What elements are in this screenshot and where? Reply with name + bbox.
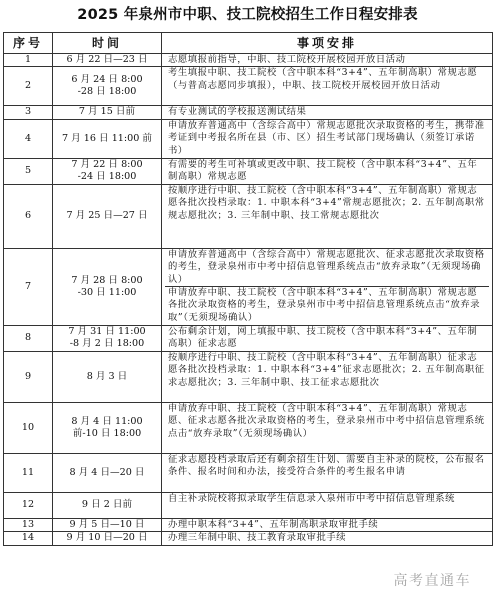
row-item-text: 按顺序进行中职、技工院校（含中职本科“3+4”、五年制高职）征求志愿各批次投档录取：1. 中职本科“3+4”征求志愿批次；2. 五年制高职征求志愿批次；3. 三年制中职、技工征求志愿批次 xyxy=(168,351,485,388)
row-num: 5 xyxy=(4,158,53,184)
row-num: 12 xyxy=(4,492,53,518)
row-item-text: 有需要的考生可补填或更改中职、技工院校（含中职本科“3+4”、五年制高职）常规志愿 xyxy=(168,158,478,183)
row-item-text: 考生填报中职、技工院校（含中职本科“3+4”、五年制高职）常规志愿（与普高志愿同步填报），中职、技工院校开展校园开放日活动 xyxy=(168,67,478,91)
row-items xyxy=(162,248,493,325)
row-item-text: 办理中职本科“3+4”、五年制高职录取审批手续 xyxy=(168,518,379,530)
row-time: 9 月 10 日—20 日 xyxy=(53,532,162,545)
row-num: 1 xyxy=(4,54,53,67)
row-time: 6 月 24 日 8:00 -28 日 18:00 xyxy=(53,67,162,106)
row-num: 10 xyxy=(4,402,53,453)
row-num: 11 xyxy=(4,453,53,492)
row-items xyxy=(162,54,493,67)
table-header-row xyxy=(4,33,493,54)
row-items xyxy=(162,402,493,453)
row-time: 7 月 28 日 8:00 -30 日 11:00 xyxy=(53,248,162,325)
row-num: 8 xyxy=(4,325,53,351)
row-num: 14 xyxy=(4,532,53,545)
row-time: 7 月 31 日 11:00 -8 月 2 日 18:00 xyxy=(53,325,162,351)
table-row xyxy=(4,402,493,453)
row-items xyxy=(162,453,493,492)
row-time: 9 日 2 日前 xyxy=(53,492,162,518)
row-item-text: 有专业测试的学校报送测试结果 xyxy=(168,106,307,118)
row-time: 7 月 25 日—27 日 xyxy=(53,184,162,248)
table-row xyxy=(4,325,493,351)
row-num: 13 xyxy=(4,518,53,531)
row-time: 7 月 15 日前 xyxy=(53,106,162,119)
row-item-text: 公布剩余计划，网上填报中职、技工院校（含中职本科“3+4”、五年制高职）征求志愿 xyxy=(168,325,478,350)
table-row xyxy=(4,158,493,184)
table-row xyxy=(4,67,493,106)
row-time: 8 月 4 日 11:00 前-10 日 18:00 xyxy=(53,402,162,453)
row-item-text: 志愿填报前指导，中职、技工院校开展校园开放日活动 xyxy=(168,54,406,65)
table-row xyxy=(4,119,493,158)
row-items xyxy=(162,492,493,518)
header-num: 序号 xyxy=(4,33,53,54)
row-items xyxy=(162,158,493,184)
page-title: 2025 年泉州市中职、技工院校招生工作日程安排表 xyxy=(77,7,418,23)
schedule-table xyxy=(3,32,493,546)
table-row xyxy=(4,351,493,402)
row-item-text: 申请放弃中职、技工院校（含中职本科“3+4”、五年制高职）常规志愿、征求志愿各批次录取资格的考生，登录泉州市中考中招信息管理系统点击“放弃录取”（无须现场确认） xyxy=(168,402,485,439)
header-time: 时间 xyxy=(53,33,162,54)
row-items xyxy=(162,351,493,402)
row-time: 8 月 3 日 xyxy=(53,351,162,402)
row-items xyxy=(162,518,493,531)
row-item-text: 按顺序进行中职、技工院校（含中职本科“3+4”、五年制高职）常规志愿各批次投档录取：1. 中职本科“3+4”常规志愿批次；2. 五年制高职常规志愿批次；3. 三年制中职、技工常规志愿批次 xyxy=(168,184,485,221)
row-item-text: 申请放弃普通高中（含综合高中）常规志愿批次、征求志愿批次录取资格的考生，登录泉州市中考中招信息管理系统点击“放弃录取”（无须现场确认） xyxy=(168,248,485,285)
row-time: 6 月 22 日—23 日 xyxy=(53,54,162,67)
row-num: 7 xyxy=(4,248,53,325)
row-item-text: 申请放弃普通高中（含综合高中）常规志愿批次录取资格的考生，携带准考证到中考报名所在县（市、区）招生考试部门现场确认（须签订承诺书） xyxy=(168,119,485,156)
row-item-text: 申请放弃中职、技工院校（含中职本科“3+4”、五年制高职）常规志愿各批次录取资格的考生，登录泉州市中考中招信息管理系统点击“放弃录取”（无须现场确认） xyxy=(165,286,489,324)
row-time: 9 月 5 日—10 日 xyxy=(53,518,162,531)
row-time: 7 月 16 日 11:00 前 xyxy=(53,119,162,158)
row-items xyxy=(162,119,493,158)
row-num: 9 xyxy=(4,351,53,402)
row-item-text: 征求志愿投档录取后还有剩余招生计划、需要自主补录的院校，公布报名条件、报名时间和办法，接受符合条件的考生报名申请 xyxy=(168,453,485,478)
row-time: 8 月 4 日—20 日 xyxy=(53,453,162,492)
row-item-text: 办理三年制中职、技工教育录取审批手续 xyxy=(168,532,347,544)
table-row xyxy=(4,54,493,67)
table-row xyxy=(4,184,493,248)
table-row xyxy=(4,453,493,492)
row-num: 4 xyxy=(4,119,53,158)
table-row xyxy=(4,106,493,119)
row-time: 7 月 22 日 8:00 -24 日 18:00 xyxy=(53,158,162,184)
table-row xyxy=(4,518,493,531)
table-row xyxy=(4,532,493,545)
row-num: 2 xyxy=(4,67,53,106)
table-row xyxy=(4,248,493,325)
row-items xyxy=(162,184,493,248)
header-items: 事项安排 xyxy=(162,33,493,54)
row-items xyxy=(162,67,493,106)
row-num: 6 xyxy=(4,184,53,248)
watermark: 高考直通车 xyxy=(393,573,471,589)
row-items xyxy=(162,106,493,119)
table-row xyxy=(4,492,493,518)
row-items xyxy=(162,532,493,545)
row-item-text: 自主补录院校将拟录取学生信息录入泉州市中考中招信息管理系统 xyxy=(168,492,456,504)
row-num: 3 xyxy=(4,106,53,119)
row-items xyxy=(162,325,493,351)
